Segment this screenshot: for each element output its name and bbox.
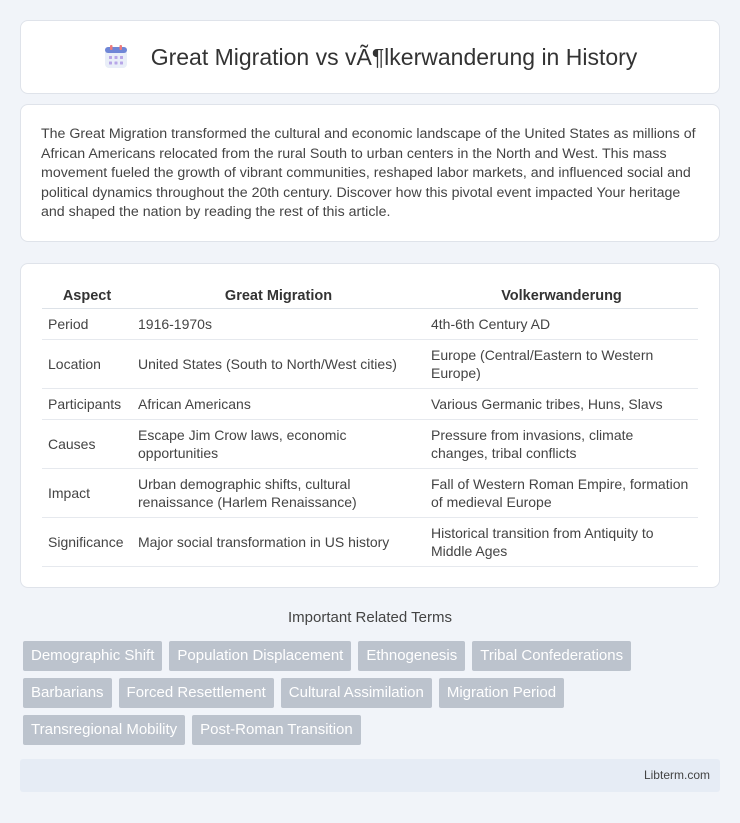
related-term-tag[interactable]: Population Displacement bbox=[169, 641, 351, 671]
column-header: Great Migration bbox=[132, 284, 425, 309]
related-term-tag[interactable]: Transregional Mobility bbox=[23, 715, 185, 745]
table-row bbox=[42, 340, 698, 389]
related-term-tag[interactable]: Migration Period bbox=[439, 678, 564, 708]
table-cell: Europe (Central/Eastern to Western Europe) bbox=[425, 340, 698, 389]
calendar-icon bbox=[103, 44, 129, 70]
intro-card bbox=[20, 104, 720, 242]
page-header bbox=[20, 20, 720, 94]
intro-text: The Great Migration transformed the cultural and economic landscape of the United States as millions of African Americans relocated from the rural South to urban centers in the North and West. This mass movement fueled the growth of vibrant communities, reshaped labor markets, and influenced social and political dynamics throughout the 20th century. Discover how this pivotal event impacted Your heritage and shaped the nation by reading the rest of this article. bbox=[41, 126, 696, 221]
table-cell: Various Germanic tribes, Huns, Slavs bbox=[425, 389, 698, 420]
table-cell: United States (South to North/West cities) bbox=[132, 340, 425, 389]
table-cell: Major social transformation in US history bbox=[132, 518, 425, 567]
related-term-tag[interactable]: Post-Roman Transition bbox=[192, 715, 361, 745]
table-cell: Urban demographic shifts, cultural renaissance (Harlem Renaissance) bbox=[132, 469, 425, 518]
related-terms bbox=[23, 641, 723, 752]
table-cell: Causes bbox=[42, 420, 132, 469]
column-header: Aspect bbox=[42, 284, 132, 309]
table-row bbox=[42, 389, 698, 420]
table-cell: Escape Jim Crow laws, economic opportunities bbox=[132, 420, 425, 469]
table-cell: African Americans bbox=[132, 389, 425, 420]
comparison-table bbox=[42, 284, 698, 567]
table-row bbox=[42, 518, 698, 567]
tag-row bbox=[23, 641, 723, 671]
column-header: Volkerwanderung bbox=[425, 284, 698, 309]
tag-row bbox=[23, 678, 723, 708]
tag-row bbox=[23, 715, 723, 745]
related-terms-title: Important Related Terms bbox=[288, 609, 452, 626]
table-cell: Historical transition from Antiquity to Middle Ages bbox=[425, 518, 698, 567]
table-row bbox=[42, 469, 698, 518]
table-cell: 1916-1970s bbox=[132, 309, 425, 340]
comparison-table-card bbox=[20, 263, 720, 588]
table-header-row bbox=[42, 284, 698, 309]
table-cell: Significance bbox=[42, 518, 132, 567]
table-cell: Period bbox=[42, 309, 132, 340]
table-cell: 4th-6th Century AD bbox=[425, 309, 698, 340]
related-term-tag[interactable]: Barbarians bbox=[23, 678, 112, 708]
page-title: Great Migration vs vÃ¶lkerwanderung in History bbox=[150, 43, 638, 70]
table-cell: Fall of Western Roman Empire, formation of medieval Europe bbox=[425, 469, 698, 518]
footer bbox=[20, 759, 720, 792]
related-term-tag[interactable]: Ethnogenesis bbox=[358, 641, 465, 671]
table-cell: Impact bbox=[42, 469, 132, 518]
table-row bbox=[42, 420, 698, 469]
table-cell: Pressure from invasions, climate changes, tribal conflicts bbox=[425, 420, 698, 469]
table-row bbox=[42, 309, 698, 340]
related-term-tag[interactable]: Demographic Shift bbox=[23, 641, 162, 671]
related-term-tag[interactable]: Cultural Assimilation bbox=[281, 678, 432, 708]
table-cell: Participants bbox=[42, 389, 132, 420]
footer-brand-link[interactable]: Libterm.com bbox=[643, 768, 710, 782]
related-term-tag[interactable]: Forced Resettlement bbox=[119, 678, 274, 708]
related-term-tag[interactable]: Tribal Confederations bbox=[472, 641, 631, 671]
table-cell: Location bbox=[42, 340, 132, 389]
